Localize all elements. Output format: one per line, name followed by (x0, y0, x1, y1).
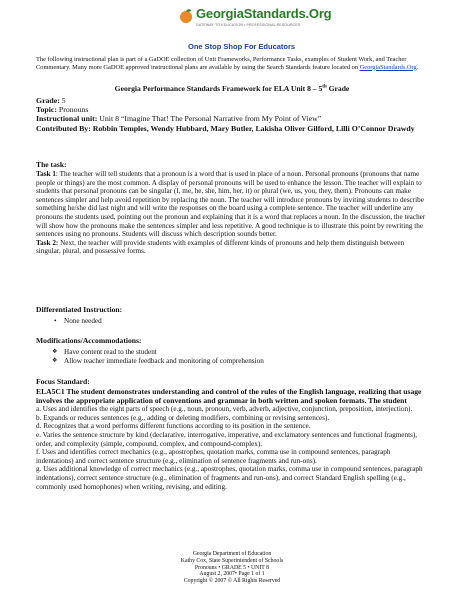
footer-line: Georgia Department of Education (192, 551, 272, 557)
logo-subline: GATEWAY TO EDUCATION • PROFESSIONAL RESOURCES (196, 23, 301, 27)
standard-item: d. Recognizes that a word performs different functions according to its position in the sentence. (36, 422, 311, 431)
focus-standard-body (36, 388, 428, 491)
footer-line: Pronouns • GRADE 5 • UNIT 8 (194, 564, 270, 571)
modifications-list (36, 348, 428, 365)
footer-line: Copyright © 2007 © All Rights Reserved (183, 578, 281, 585)
contributors-line: Contributed By: Robbin Temples, Wendy Hubbard, Mary Butler, Lakisha Oliver Gilford, Lilli O’Connor Drawdy (36, 123, 415, 133)
logo-wordmark: GeorgiaStandards.Org (196, 6, 332, 21)
list-item: ❖ Allow teacher immediate feedback and monitoring of comprehension (64, 357, 428, 366)
task-2-paragraph: Task 2: Next, the teacher will provide students with examples of different kinds of pronouns and help them distinguish between singular, plural, and possessive forms. (36, 238, 405, 256)
list-item: ❖ Have content read to the student (64, 348, 428, 357)
task-heading: The task: (36, 160, 67, 169)
georgia-standards-link[interactable]: GeorgiaStandards.Org (359, 63, 417, 71)
unit-line: Instructional unit: Unit 8 “Imagine That! The Personal Narrative from My Point of View” (36, 114, 322, 124)
standard-item: f. Uses and identifies correct mechanics (e.g., apostrophes, quotation marks, comma use in compound sentences, paragraph indentations) and correct sentence structure (e.g., elimination of sentence fragments and run-ons). (36, 448, 391, 465)
standard-item: g. Uses additional knowledge of correct mechanics (e.g., apostrophes, quotation marks, comma use in compound sentences, paragraph indentations), correct sentence structure (e.g., elimination of fragments and run-ons), and correct Standard English spelling (e.g., commonly used homophones) when writing, revising, and editing. (36, 465, 423, 491)
framework-title: Georgia Performance Standards Framework for ELA Unit 8 – 5th Grade (114, 84, 350, 93)
list-item: • None needed (64, 317, 428, 326)
footer-line: Kathy Cox, State Superintendent of Schools (180, 557, 284, 564)
task-description (36, 170, 428, 256)
task-1-paragraph: Task 1: The teacher will tell students that a pronoun is a word that is used in place of a noun. Personal pronouns (pronouns that name people or things) are the most common. A display of personal pronouns will be used to enhance the lesson. The teacher will explain to students that personal pronouns can be singular (I, me, he, she, him, her, it) or plural (we, us, you, they, them). Pronouns can make sentences simpler and help avoid repetition by replacing the noun. The teacher will introduce pronouns by inviting students to describe something he/she did last night and will write the responses on the board using a complete sentence. The teacher will underline any pronouns the students used, pointing out the pronoun and explaining that it is a word that replaces a noun. In the discussion, the teacher will show how the pronouns make the sentences simpler and less repetitive. A good technique is to illustrate this point by rewriting the sentences using no pronouns. Students will discuss which description sounds better. (36, 170, 426, 239)
differentiated-heading: Differentiated Instruction: (36, 305, 123, 314)
georgia-standards-logo[interactable] (178, 6, 338, 52)
modifications-heading: Modifications/Accommodations: (36, 336, 142, 345)
page-footer (36, 551, 428, 585)
grade-line: Grade: 5 (36, 96, 66, 105)
standard-statement: ELA5C1 The student demonstrates understanding and control of the rules of the English language, realizing that usage involves the appropriate application of conventions and grammar in both written and spoken formats. The student (36, 387, 422, 405)
peach-logo-icon (178, 8, 194, 24)
standard-item: a. Uses and identifies the eight parts of speech (e.g., noun, pronoun, verb, adverb, adjective, conjunction, preposition, interjection). (36, 405, 413, 414)
standard-item: e. Varies the sentence structure by kind (declarative, interrogative, imperative, and exclamatory sentences and functional fragments), order, and complexity (simple, compound, complex, and compound-complex). (36, 430, 418, 448)
logo-tagline: One Stop Shop For Educators (188, 42, 296, 51)
standard-item: b. Expands or reduces sentences (e.g., adding or deleting modifiers, combining or revising sentences). (36, 413, 330, 422)
lesson-meta (36, 96, 428, 133)
topic-line: Topic: Pronouns (36, 105, 89, 115)
focus-standard-heading: Focus Standard: (36, 377, 90, 386)
intro-paragraph: The following instructional plan is part of a GaDOE collection of Unit Frameworks, Performance Tasks, examples of Student Work, and Teacher Commentary. Many more GaDOE approved instructional plans are available by using the Search Standards feature located on GeorgiaStandards.Org. (36, 56, 419, 71)
differentiated-list (36, 317, 428, 326)
footer-line: August 2, 2007• Page 1 of 1 (199, 571, 265, 578)
